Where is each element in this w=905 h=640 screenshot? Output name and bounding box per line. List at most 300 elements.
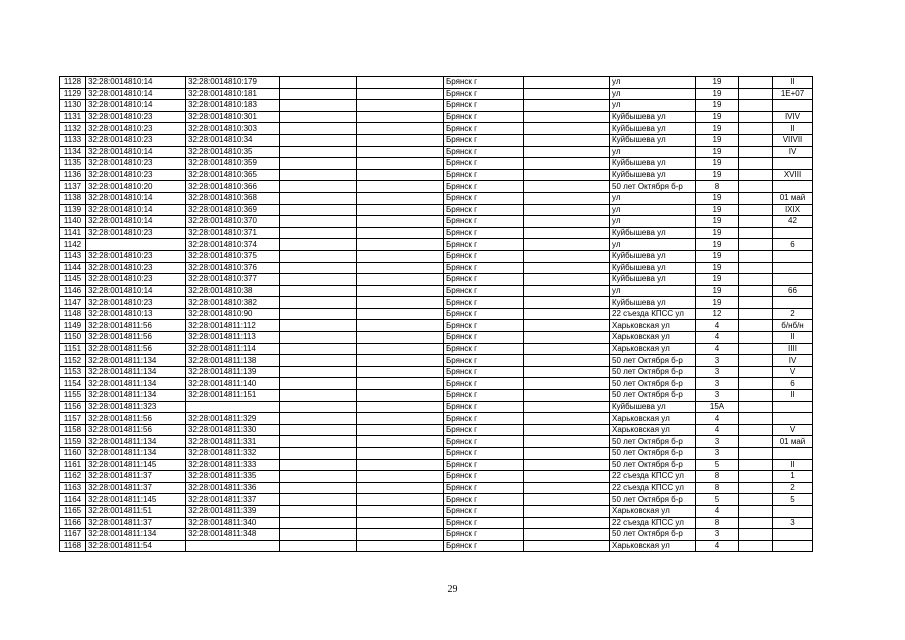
- empty-cell: [280, 297, 357, 309]
- empty-cell: [357, 529, 444, 541]
- empty-cell: [524, 517, 610, 529]
- empty-cell: [357, 297, 444, 309]
- empty-cell: [739, 204, 773, 216]
- empty-cell: [524, 482, 610, 494]
- table-row: [60, 482, 813, 494]
- empty-cell: [739, 494, 773, 506]
- table-row: [60, 308, 813, 320]
- empty-cell: [524, 181, 610, 193]
- cadastral-block-cell: 32:28:0014810:23: [86, 274, 186, 286]
- house-cell: 19: [696, 192, 739, 204]
- street-cell: 50 лет Октября б-р: [610, 459, 696, 471]
- cadastral-block-cell: 32:28:0014811:323: [86, 401, 186, 413]
- row-number-cell: 1142: [60, 239, 86, 251]
- city-cell: Брянск г: [444, 262, 524, 274]
- extra-cell: [773, 158, 813, 170]
- row-number-cell: 1138: [60, 192, 86, 204]
- empty-cell: [357, 343, 444, 355]
- row-number-cell: 1145: [60, 274, 86, 286]
- cadastral-number-cell: 32:28:0014810:90: [186, 308, 280, 320]
- extra-cell: II: [773, 459, 813, 471]
- table-row: [60, 227, 813, 239]
- row-number-cell: 1163: [60, 482, 86, 494]
- empty-cell: [280, 204, 357, 216]
- table-row: [60, 77, 813, 89]
- empty-cell: [739, 111, 773, 123]
- house-cell: 19: [696, 216, 739, 228]
- table-row: [60, 88, 813, 100]
- empty-cell: [357, 494, 444, 506]
- empty-cell: [739, 274, 773, 286]
- empty-cell: [357, 285, 444, 297]
- cadastral-number-cell: 32:28:0014811:332: [186, 448, 280, 460]
- empty-cell: [280, 355, 357, 367]
- empty-cell: [739, 169, 773, 181]
- empty-cell: [357, 320, 444, 332]
- cadastral-block-cell: 32:28:0014810:23: [86, 169, 186, 181]
- empty-cell: [524, 390, 610, 402]
- empty-cell: [739, 250, 773, 262]
- empty-cell: [739, 146, 773, 158]
- city-cell: Брянск г: [444, 227, 524, 239]
- extra-cell: [773, 529, 813, 541]
- empty-cell: [357, 134, 444, 146]
- cadastral-block-cell: 32:28:0014810:23: [86, 158, 186, 170]
- empty-cell: [739, 343, 773, 355]
- cadastral-number-cell: 32:28:0014810:38: [186, 285, 280, 297]
- row-number-cell: 1168: [60, 540, 86, 552]
- city-cell: Брянск г: [444, 378, 524, 390]
- street-cell: Куйбышева ул: [610, 262, 696, 274]
- city-cell: Брянск г: [444, 413, 524, 425]
- house-cell: 19: [696, 250, 739, 262]
- cadastral-number-cell: 32:28:0014810:371: [186, 227, 280, 239]
- street-cell: 50 лет Октября б-р: [610, 181, 696, 193]
- row-number-cell: 1135: [60, 158, 86, 170]
- table-row: [60, 343, 813, 355]
- cadastral-number-cell: 32:28:0014810:366: [186, 181, 280, 193]
- cadastral-number-cell: 32:28:0014811:114: [186, 343, 280, 355]
- cadastral-block-cell: 32:28:0014810:14: [86, 77, 186, 89]
- empty-cell: [280, 529, 357, 541]
- empty-cell: [357, 250, 444, 262]
- empty-cell: [524, 227, 610, 239]
- extra-cell: 66: [773, 285, 813, 297]
- row-number-cell: 1155: [60, 390, 86, 402]
- house-cell: 19: [696, 146, 739, 158]
- street-cell: 50 лет Октября б-р: [610, 390, 696, 402]
- street-cell: ул: [610, 77, 696, 89]
- house-cell: 8: [696, 181, 739, 193]
- empty-cell: [739, 239, 773, 251]
- row-number-cell: 1140: [60, 216, 86, 228]
- empty-cell: [280, 146, 357, 158]
- cadastral-number-cell: 32:28:0014811:139: [186, 366, 280, 378]
- table-row: [60, 262, 813, 274]
- empty-cell: [739, 424, 773, 436]
- row-number-cell: 1144: [60, 262, 86, 274]
- street-cell: Куйбышева ул: [610, 297, 696, 309]
- empty-cell: [357, 204, 444, 216]
- extra-cell: [773, 181, 813, 193]
- empty-cell: [280, 123, 357, 135]
- house-cell: 5: [696, 494, 739, 506]
- empty-cell: [280, 216, 357, 228]
- extra-cell: IV: [773, 355, 813, 367]
- city-cell: Брянск г: [444, 494, 524, 506]
- empty-cell: [739, 100, 773, 112]
- cadastral-block-cell: 32:28:0014811:134: [86, 378, 186, 390]
- empty-cell: [524, 262, 610, 274]
- empty-cell: [739, 158, 773, 170]
- city-cell: Брянск г: [444, 436, 524, 448]
- extra-cell: IIII: [773, 343, 813, 355]
- empty-cell: [357, 413, 444, 425]
- city-cell: Брянск г: [444, 204, 524, 216]
- table-row: [60, 332, 813, 344]
- cadastral-block-cell: 32:28:0014810:23: [86, 227, 186, 239]
- row-number-cell: 1150: [60, 332, 86, 344]
- cadastral-number-cell: [186, 401, 280, 413]
- empty-cell: [524, 158, 610, 170]
- table-row: [60, 320, 813, 332]
- empty-cell: [280, 100, 357, 112]
- empty-cell: [739, 320, 773, 332]
- empty-cell: [357, 378, 444, 390]
- empty-cell: [739, 390, 773, 402]
- extra-cell: [773, 262, 813, 274]
- table-row: [60, 216, 813, 228]
- street-cell: 22 съезда КПСС ул: [610, 482, 696, 494]
- extra-cell: 2: [773, 308, 813, 320]
- empty-cell: [280, 436, 357, 448]
- empty-cell: [280, 413, 357, 425]
- cadastral-block-cell: 32:28:0014810:14: [86, 204, 186, 216]
- extra-cell: [773, 297, 813, 309]
- empty-cell: [524, 111, 610, 123]
- empty-cell: [524, 413, 610, 425]
- empty-cell: [739, 517, 773, 529]
- cadastral-number-cell: 32:28:0014811:340: [186, 517, 280, 529]
- empty-cell: [280, 459, 357, 471]
- empty-cell: [280, 285, 357, 297]
- table-row: [60, 158, 813, 170]
- cadastral-block-cell: 32:28:0014810:14: [86, 100, 186, 112]
- empty-cell: [357, 448, 444, 460]
- empty-cell: [357, 181, 444, 193]
- empty-cell: [524, 332, 610, 344]
- city-cell: Брянск г: [444, 448, 524, 460]
- table-row: [60, 239, 813, 251]
- street-cell: Куйбышева ул: [610, 123, 696, 135]
- table-row: [60, 413, 813, 425]
- empty-cell: [280, 250, 357, 262]
- cadastral-block-cell: 32:28:0014811:134: [86, 436, 186, 448]
- city-cell: Брянск г: [444, 355, 524, 367]
- extra-cell: 6: [773, 239, 813, 251]
- city-cell: Брянск г: [444, 239, 524, 251]
- empty-cell: [524, 297, 610, 309]
- cadastral-number-cell: 32:28:0014810:35: [186, 146, 280, 158]
- empty-cell: [280, 192, 357, 204]
- city-cell: Брянск г: [444, 77, 524, 89]
- cadastral-block-cell: 32:28:0014811:56: [86, 413, 186, 425]
- cadastral-number-cell: [186, 540, 280, 552]
- empty-cell: [739, 459, 773, 471]
- cadastral-block-cell: 32:28:0014810:23: [86, 123, 186, 135]
- street-cell: 50 лет Октября б-р: [610, 494, 696, 506]
- row-number-cell: 1128: [60, 77, 86, 89]
- street-cell: Харьковская ул: [610, 424, 696, 436]
- street-cell: ул: [610, 285, 696, 297]
- registry-table: [59, 76, 813, 552]
- cadastral-block-cell: 32:28:0014811:51: [86, 505, 186, 517]
- row-number-cell: 1156: [60, 401, 86, 413]
- city-cell: Брянск г: [444, 540, 524, 552]
- cadastral-number-cell: 32:28:0014810:376: [186, 262, 280, 274]
- city-cell: Брянск г: [444, 308, 524, 320]
- empty-cell: [280, 343, 357, 355]
- row-number-cell: 1129: [60, 88, 86, 100]
- empty-cell: [280, 390, 357, 402]
- cadastral-number-cell: 32:28:0014810:368: [186, 192, 280, 204]
- street-cell: 50 лет Октября б-р: [610, 448, 696, 460]
- house-cell: 19: [696, 169, 739, 181]
- extra-cell: [773, 413, 813, 425]
- empty-cell: [739, 308, 773, 320]
- street-cell: ул: [610, 204, 696, 216]
- row-number-cell: 1158: [60, 424, 86, 436]
- row-number-cell: 1131: [60, 111, 86, 123]
- empty-cell: [280, 88, 357, 100]
- cadastral-number-cell: 32:28:0014810:301: [186, 111, 280, 123]
- street-cell: Куйбышева ул: [610, 169, 696, 181]
- extra-cell: [773, 448, 813, 460]
- empty-cell: [524, 343, 610, 355]
- empty-cell: [739, 192, 773, 204]
- empty-cell: [357, 88, 444, 100]
- street-cell: 22 съезда КПСС ул: [610, 308, 696, 320]
- empty-cell: [739, 77, 773, 89]
- house-cell: 4: [696, 343, 739, 355]
- empty-cell: [280, 424, 357, 436]
- empty-cell: [524, 448, 610, 460]
- row-number-cell: 1154: [60, 378, 86, 390]
- extra-cell: II: [773, 332, 813, 344]
- empty-cell: [280, 262, 357, 274]
- empty-cell: [739, 378, 773, 390]
- street-cell: 22 съезда КПСС ул: [610, 517, 696, 529]
- row-number-cell: 1141: [60, 227, 86, 239]
- house-cell: 8: [696, 517, 739, 529]
- house-cell: 3: [696, 378, 739, 390]
- empty-cell: [524, 134, 610, 146]
- city-cell: Брянск г: [444, 343, 524, 355]
- empty-cell: [357, 505, 444, 517]
- cadastral-block-cell: 32:28:0014810:14: [86, 192, 186, 204]
- street-cell: Харьковская ул: [610, 343, 696, 355]
- table-row: [60, 169, 813, 181]
- row-number-cell: 1130: [60, 100, 86, 112]
- extra-cell: IVIV: [773, 111, 813, 123]
- empty-cell: [524, 471, 610, 483]
- empty-cell: [357, 482, 444, 494]
- cadastral-number-cell: 32:28:0014811:339: [186, 505, 280, 517]
- empty-cell: [524, 459, 610, 471]
- extra-cell: б/нб/н: [773, 320, 813, 332]
- empty-cell: [357, 158, 444, 170]
- cadastral-number-cell: 32:28:0014810:365: [186, 169, 280, 181]
- cadastral-block-cell: 32:28:0014810:23: [86, 250, 186, 262]
- house-cell: 3: [696, 366, 739, 378]
- street-cell: Харьковская ул: [610, 332, 696, 344]
- city-cell: Брянск г: [444, 181, 524, 193]
- cadastral-number-cell: 32:28:0014810:382: [186, 297, 280, 309]
- empty-cell: [524, 100, 610, 112]
- empty-cell: [524, 192, 610, 204]
- house-cell: 4: [696, 413, 739, 425]
- street-cell: Харьковская ул: [610, 320, 696, 332]
- cadastral-block-cell: 32:28:0014811:145: [86, 459, 186, 471]
- empty-cell: [357, 123, 444, 135]
- empty-cell: [280, 517, 357, 529]
- cadastral-block-cell: 32:28:0014810:14: [86, 88, 186, 100]
- row-number-cell: 1162: [60, 471, 86, 483]
- row-number-cell: 1148: [60, 308, 86, 320]
- row-number-cell: 1147: [60, 297, 86, 309]
- cadastral-number-cell: 32:28:0014811:140: [186, 378, 280, 390]
- table-row: [60, 390, 813, 402]
- city-cell: Брянск г: [444, 111, 524, 123]
- empty-cell: [739, 413, 773, 425]
- empty-cell: [739, 297, 773, 309]
- city-cell: Брянск г: [444, 134, 524, 146]
- city-cell: Брянск г: [444, 88, 524, 100]
- cadastral-number-cell: 32:28:0014810:303: [186, 123, 280, 135]
- extra-cell: [773, 540, 813, 552]
- row-number-cell: 1167: [60, 529, 86, 541]
- extra-cell: 3: [773, 517, 813, 529]
- cadastral-number-cell: 32:28:0014811:336: [186, 482, 280, 494]
- extra-cell: II: [773, 390, 813, 402]
- extra-cell: 01 май: [773, 436, 813, 448]
- extra-cell: 6: [773, 378, 813, 390]
- cadastral-block-cell: 32:28:0014811:134: [86, 355, 186, 367]
- cadastral-block-cell: 32:28:0014810:14: [86, 216, 186, 228]
- row-number-cell: 1143: [60, 250, 86, 262]
- empty-cell: [524, 285, 610, 297]
- cadastral-number-cell: 32:28:0014810:374: [186, 239, 280, 251]
- extra-cell: [773, 250, 813, 262]
- house-cell: 19: [696, 227, 739, 239]
- city-cell: Брянск г: [444, 158, 524, 170]
- empty-cell: [524, 146, 610, 158]
- empty-cell: [524, 123, 610, 135]
- cadastral-block-cell: 32:28:0014811:134: [86, 390, 186, 402]
- house-cell: 19: [696, 239, 739, 251]
- extra-cell: [773, 274, 813, 286]
- city-cell: Брянск г: [444, 123, 524, 135]
- table-row: [60, 355, 813, 367]
- table-row: [60, 274, 813, 286]
- empty-cell: [524, 308, 610, 320]
- empty-cell: [280, 366, 357, 378]
- table-row: [60, 204, 813, 216]
- cadastral-number-cell: 32:28:0014810:377: [186, 274, 280, 286]
- row-number-cell: 1161: [60, 459, 86, 471]
- empty-cell: [739, 88, 773, 100]
- cadastral-number-cell: 32:28:0014811:335: [186, 471, 280, 483]
- cadastral-number-cell: 32:28:0014811:348: [186, 529, 280, 541]
- city-cell: Брянск г: [444, 169, 524, 181]
- empty-cell: [357, 100, 444, 112]
- cadastral-block-cell: 32:28:0014810:20: [86, 181, 186, 193]
- table-row: [60, 529, 813, 541]
- row-number-cell: 1152: [60, 355, 86, 367]
- row-number-cell: 1132: [60, 123, 86, 135]
- row-number-cell: 1136: [60, 169, 86, 181]
- empty-cell: [357, 169, 444, 181]
- extra-cell: IXIX: [773, 204, 813, 216]
- empty-cell: [357, 471, 444, 483]
- empty-cell: [357, 390, 444, 402]
- table-row: [60, 517, 813, 529]
- empty-cell: [280, 448, 357, 460]
- cadastral-number-cell: 32:28:0014810:369: [186, 204, 280, 216]
- cadastral-number-cell: 32:28:0014810:370: [186, 216, 280, 228]
- empty-cell: [357, 424, 444, 436]
- empty-cell: [524, 274, 610, 286]
- street-cell: 50 лет Октября б-р: [610, 366, 696, 378]
- table-row: [60, 366, 813, 378]
- cadastral-number-cell: 32:28:0014810:181: [186, 88, 280, 100]
- house-cell: 3: [696, 355, 739, 367]
- empty-cell: [739, 448, 773, 460]
- cadastral-block-cell: [86, 239, 186, 251]
- cadastral-number-cell: 32:28:0014810:183: [186, 100, 280, 112]
- cadastral-block-cell: 32:28:0014810:13: [86, 308, 186, 320]
- empty-cell: [524, 436, 610, 448]
- empty-cell: [280, 169, 357, 181]
- empty-cell: [524, 169, 610, 181]
- empty-cell: [739, 482, 773, 494]
- house-cell: 12: [696, 308, 739, 320]
- row-number-cell: 1166: [60, 517, 86, 529]
- empty-cell: [280, 111, 357, 123]
- street-cell: 50 лет Октября б-р: [610, 436, 696, 448]
- street-cell: 22 съезда КПСС ул: [610, 471, 696, 483]
- house-cell: 19: [696, 88, 739, 100]
- cadastral-block-cell: 32:28:0014811:134: [86, 448, 186, 460]
- city-cell: Брянск г: [444, 285, 524, 297]
- empty-cell: [739, 123, 773, 135]
- empty-cell: [357, 274, 444, 286]
- street-cell: Куйбышева ул: [610, 227, 696, 239]
- cadastral-block-cell: 32:28:0014810:23: [86, 111, 186, 123]
- house-cell: 5: [696, 459, 739, 471]
- empty-cell: [739, 401, 773, 413]
- empty-cell: [524, 424, 610, 436]
- cadastral-block-cell: 32:28:0014811:56: [86, 332, 186, 344]
- city-cell: Брянск г: [444, 146, 524, 158]
- table-row: [60, 436, 813, 448]
- cadastral-number-cell: 32:28:0014810:34: [186, 134, 280, 146]
- empty-cell: [524, 378, 610, 390]
- table-row: [60, 100, 813, 112]
- street-cell: ул: [610, 192, 696, 204]
- city-cell: Брянск г: [444, 332, 524, 344]
- table-row: [60, 401, 813, 413]
